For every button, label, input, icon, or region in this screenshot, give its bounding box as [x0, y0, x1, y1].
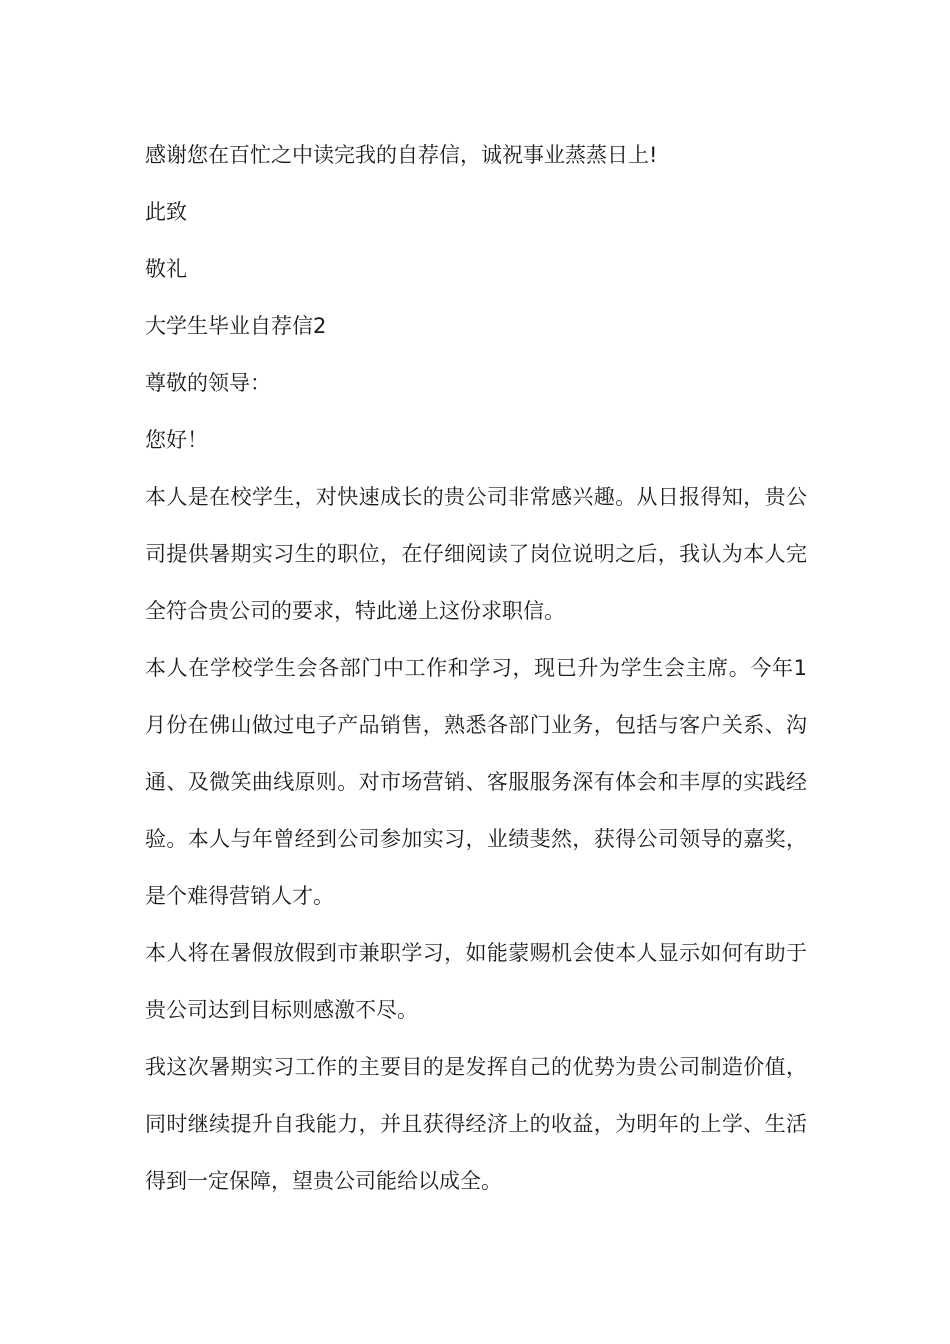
- greeting-hello: 您好！: [145, 428, 208, 452]
- body-paragraph-experience: 本人在学校学生会各部门中工作和学习，现已升为学生会主席。今年1月份在佛山做过电子产品销售，熟悉各部门业务，包括与客户关系、沟通、及微笑曲线原则。对市场营销、客服服务深有体会和丰厚的实践经验。本人与年曾经到公司参加实习，业绩斐然，获得公司领导的嘉奖，是个难得营销人才。: [145, 656, 807, 908]
- closing-salutation: 此致: [145, 200, 187, 224]
- closing-thanks: 感谢您在百忙之中读完我的自荐信，诚祝事业蒸蒸日上!: [145, 143, 658, 167]
- section-heading: 大学生毕业自荐信2: [145, 314, 327, 338]
- body-paragraph-availability: 本人将在暑假放假到市兼职学习，如能蒙赐机会使本人显示如何有助于贵公司达到目标则感激不尽。: [145, 941, 807, 1022]
- body-paragraph-intro: 本人是在校学生，对快速成长的贵公司非常感兴趣。从日报得知，贵公司提供暑期实习生的职位，在仔细阅读了岗位说明之后，我认为本人完全符合贵公司的要求，特此递上这份求职信。: [145, 485, 807, 623]
- body-paragraph-goals: 我这次暑期实习工作的主要目的是发挥自己的优势为贵公司制造价值，同时继续提升自我能力，并且获得经济上的收益，为明年的上学、生活得到一定保障，望贵公司能给以成全。: [145, 1055, 807, 1193]
- closing-regards: 敬礼: [145, 257, 187, 281]
- letter-body: [145, 127, 807, 1210]
- greeting-addressee: 尊敬的领导：: [145, 371, 271, 395]
